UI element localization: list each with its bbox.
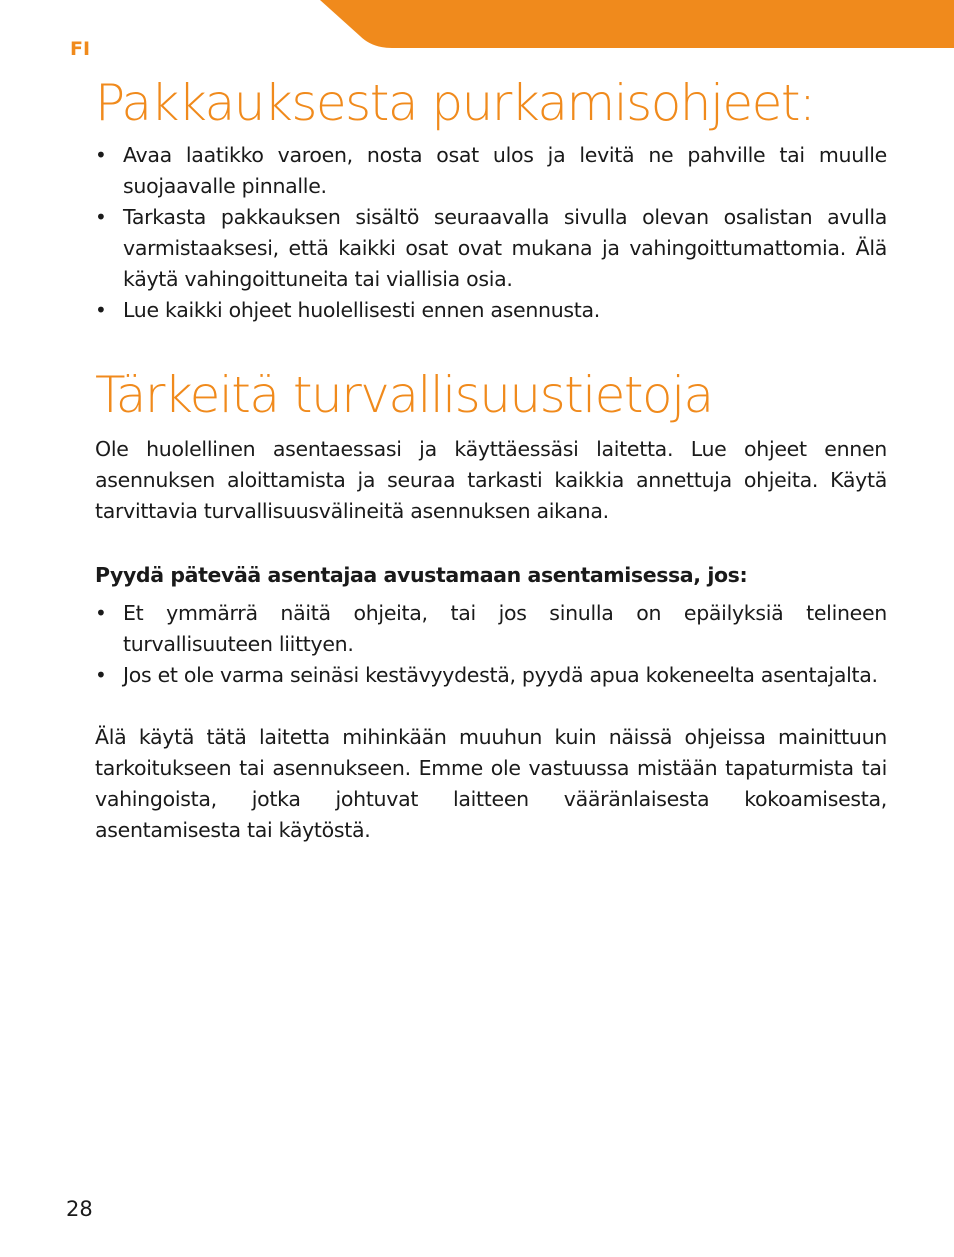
- list-item: [95, 202, 887, 295]
- list-item-text: Tarkasta pakkauksen sisältö seuraavalla sivulla olevan osalistan avulla varmistaaksesi, että kaikki osat ovat mukana ja vahingoittumattomia. Älä käytä vahingoittuneita tai viallisia osia.: [123, 205, 887, 291]
- header-tab-shape: [0, 0, 954, 50]
- installer-list: [95, 598, 887, 691]
- list-item-text: Et ymmärrä näitä ohjeita, tai jos sinulla on epäilyksiä telineen turvallisuuteen liittyen.: [123, 601, 887, 656]
- safety-intro: Ole huolellinen asentaessasi ja käyttäessäsi laitetta. Lue ohjeet ennen asennuksen aloittamista ja seuraa tarkasti kaikkia annettuja ohjeita. Käytä tarvittavia turvallisuusvälineitä asennuksen aikana.: [95, 437, 887, 523]
- bullet: •: [95, 205, 107, 229]
- page-number: 28: [66, 1197, 93, 1221]
- language-code: FI: [70, 38, 91, 60]
- list-item: [95, 660, 887, 691]
- bullet: •: [95, 298, 107, 322]
- unpacking-list: [95, 140, 887, 326]
- unpacking-title: Pakkauksesta purkamisohjeet:: [95, 74, 815, 132]
- list-item: [95, 598, 887, 660]
- bullet: •: [95, 143, 107, 167]
- list-item: [95, 295, 887, 326]
- list-item-text: Avaa laatikko varoen, nosta osat ulos ja levitä ne pahville tai muulle suojaavalle pinnalle.: [123, 143, 887, 198]
- list-item-text: Jos et ole varma seinäsi kestävyydestä, pyydä apua kokeneelta asentajalta.: [123, 663, 878, 687]
- list-item-text: Lue kaikki ohjeet huolellisesti ennen asennusta.: [123, 298, 601, 322]
- bullet: •: [95, 601, 107, 625]
- installer-heading: Pyydä pätevää asentajaa avustamaan asentamisessa, jos:: [95, 563, 748, 587]
- list-item: [95, 140, 887, 202]
- bullet: •: [95, 663, 107, 687]
- disclaimer: Älä käytä tätä laitetta mihinkään muuhun kuin näissä ohjeissa mainittuun tarkoitukseen tai asennukseen. Emme ole vastuussa mistään tapaturmista tai vahingoista, jotka johtuvat laitteen vääränlaisesta kokoamisesta, asentamisesta tai käytöstä.: [95, 725, 887, 842]
- page-content: [95, 70, 887, 846]
- safety-title: Tärkeitä turvallisuustietoja: [95, 366, 713, 424]
